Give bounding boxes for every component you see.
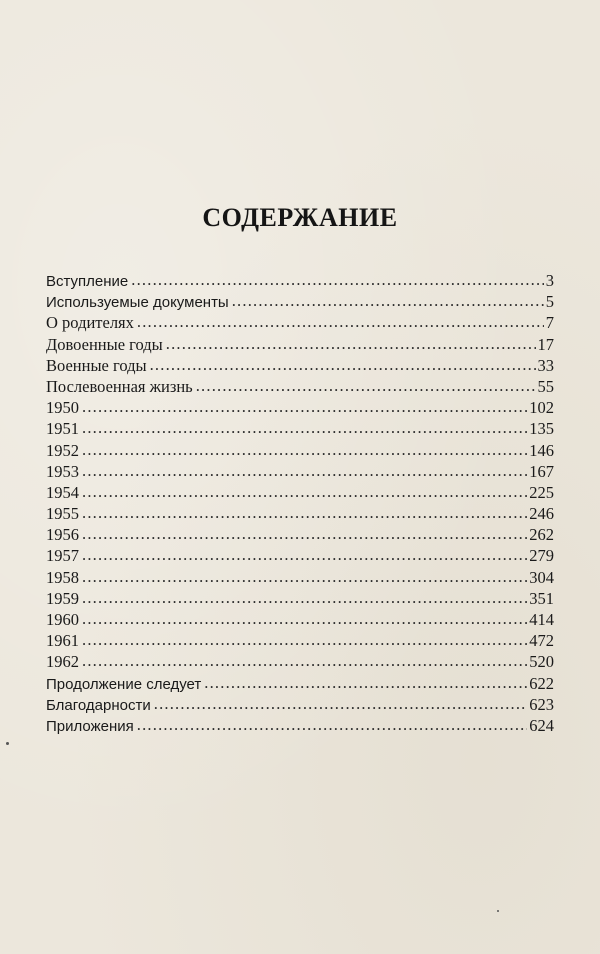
toc-entry-label: Довоенные годы [46,334,163,354]
dot-leader [82,544,527,565]
toc-entry[interactable] [46,440,554,461]
toc-entry-page-number: 520 [529,652,554,672]
toc-entry-page-number: 102 [529,398,554,418]
toc-entry-label: 1961 [46,631,79,651]
toc-entry[interactable] [46,630,554,651]
dot-leader [82,502,527,523]
toc-entry-page-number: 3 [545,271,554,290]
dot-leader [137,714,527,735]
dot-leader [82,566,527,587]
toc-entry[interactable] [46,334,554,355]
toc-entry[interactable] [46,715,554,736]
toc-entry-label: Вступление [46,273,129,290]
print-speck [497,910,499,912]
toc-entry[interactable] [46,567,554,588]
toc-entry-page-number: 351 [529,588,554,608]
toc-entry[interactable] [46,482,554,503]
toc-entry-label: Послевоенная жизнь [46,376,193,396]
toc-entry-label: Благодарности [46,696,151,714]
dot-leader [137,311,544,332]
dot-leader [82,608,527,629]
toc-entry-page-number: 414 [529,610,554,629]
toc-entry[interactable] [46,376,554,397]
toc-entry[interactable] [46,461,554,482]
dot-leader [131,269,543,290]
toc-entry-page-number: 225 [529,482,554,502]
toc-entry[interactable] [46,694,554,715]
toc-entry[interactable] [46,312,554,333]
dot-leader [82,629,527,650]
toc-entry[interactable] [46,291,554,312]
dot-leader [166,333,536,354]
toc-entry-label: Военные годы [46,355,147,375]
page-title: СОДЕРЖАНИЕ [202,203,398,232]
toc-entry-label: 1960 [46,610,79,629]
toc-entry-page-number: 5 [545,292,554,312]
toc-entry-page-number: 624 [529,715,554,735]
toc-entry-label: 1956 [46,525,79,545]
toc-entry[interactable] [46,545,554,566]
dot-leader [82,523,527,544]
toc-entry-label: 1954 [46,482,79,502]
toc-entry-page-number: 472 [529,631,554,651]
print-speck [6,742,9,745]
toc-entry-page-number: 7 [545,313,554,333]
dot-leader [150,354,536,375]
toc-entry-page-number: 55 [537,376,554,396]
toc-entry-page-number: 167 [529,461,554,481]
dot-leader [232,290,544,311]
dot-leader [82,481,527,502]
toc-entry-label: Приложения [46,717,134,735]
toc-entry-label: Продолжение следует [46,675,202,693]
toc-entry-page-number: 623 [529,694,554,714]
dot-leader [204,672,527,693]
dot-leader [82,439,527,460]
toc-entry-page-number: 146 [529,440,554,460]
dot-leader [82,460,527,481]
toc-entry-label: 1953 [46,461,79,481]
toc-entry-page-number: 33 [537,355,554,375]
dot-leader [82,650,527,671]
toc-entry[interactable] [46,524,554,545]
toc-entry-page-number: 304 [529,567,554,587]
table-of-contents [46,270,554,736]
toc-entry[interactable] [46,355,554,376]
toc-entry-label: 1955 [46,504,79,524]
dot-leader [82,396,527,417]
dot-leader [82,417,527,438]
toc-entry[interactable] [46,418,554,439]
toc-entry-label: 1959 [46,588,79,608]
toc-entry-page-number: 262 [529,525,554,545]
toc-entry-label: Используемые документы [46,294,229,312]
toc-entry-page-number: 246 [529,504,554,524]
toc-entry-page-number: 279 [529,546,554,566]
toc-entry-page-number: 135 [529,419,554,439]
dot-leader [82,587,527,608]
toc-entry-label: 1950 [46,398,79,418]
toc-entry-label: 1951 [46,419,79,439]
toc-entry[interactable] [46,609,554,630]
toc-entry-label: 1958 [46,567,79,587]
toc-entry-label: 1962 [46,652,79,672]
dot-leader [196,375,536,396]
toc-entry[interactable] [46,503,554,524]
toc-entry-label: 1952 [46,440,79,460]
toc-entry-label: 1957 [46,546,79,566]
toc-entry-label: О родителях [46,313,134,333]
toc-entry-page-number: 17 [537,334,554,354]
toc-entry[interactable] [46,270,554,291]
toc-entry[interactable] [46,651,554,672]
toc-entry[interactable] [46,673,554,694]
toc-entry[interactable] [46,397,554,418]
toc-entry[interactable] [46,588,554,609]
toc-entry-page-number: 622 [529,673,554,693]
dot-leader [154,693,528,714]
